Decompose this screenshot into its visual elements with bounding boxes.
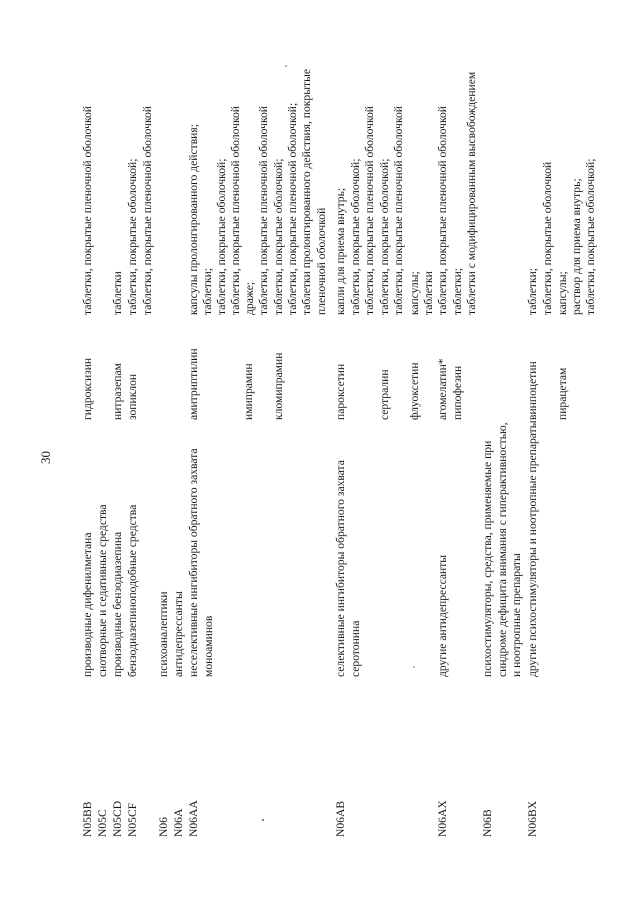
form-amitriptyline-2: таблетки; <box>201 267 214 315</box>
code-n06a: N06A <box>172 808 185 837</box>
form-paroxetine-1: капли для приема внутрь; <box>334 187 347 315</box>
scan-speck <box>262 819 264 821</box>
group-n06a: антидепрессанты <box>172 591 185 677</box>
form-amitriptyline-3: таблетки, покрытые оболочкой; <box>215 158 228 315</box>
group-n06b: психостимуляторы, средства, применяемые при синдроме дефицита внимания с гиперактивностью, и ноотропные препараты <box>481 422 524 677</box>
drug-paroxetine: пароксетин <box>334 363 347 420</box>
form-amitriptyline-4: таблетки, покрытые пленочной оболочкой <box>229 106 242 315</box>
form-imipramine-1: драже; <box>243 281 256 315</box>
form-zopiclone-2: таблетки, покрытые пленочной оболочкой <box>141 106 154 315</box>
form-vinpocetine-2: таблетки, покрытые оболочкой <box>541 161 554 315</box>
form-piracetam-2: раствор для приема внутрь; <box>570 178 583 315</box>
drug-nitrazepam: нитразепам <box>111 363 124 420</box>
form-fluoxetine-1: капсулы; <box>408 271 421 315</box>
group-n05cf: бензодиазепиноподобные средства <box>126 504 139 677</box>
code-n06: N06 <box>157 817 170 837</box>
form-amitriptyline-1: капсулы пролонгированного действия; <box>187 124 200 315</box>
code-n05cf: N05CF <box>126 802 139 837</box>
code-n06bx: N06BX <box>526 800 539 837</box>
form-sertraline-1: таблетки, покрытые оболочкой; <box>378 158 391 315</box>
code-n05cd: N05CD <box>111 800 124 837</box>
form-hydroxyzine: таблетки, покрытые пленочной оболочкой <box>81 106 94 315</box>
drug-imipramine: имипрамин <box>242 363 255 420</box>
form-piracetam-1: капсулы; <box>556 271 569 315</box>
code-n06aa: N06AA <box>187 800 200 837</box>
group-n05cd: производные бензодиазепина <box>111 531 124 677</box>
drug-amitriptyline: амитриптилин <box>187 348 200 420</box>
scan-speck <box>413 666 415 668</box>
group-n06ax: другие антидепрессанты <box>436 554 449 677</box>
form-paroxetine-2: таблетки, покрытые оболочкой; <box>349 158 362 315</box>
group-n06ab: селективные ингибиторы обратного захвата серотонина <box>334 460 362 677</box>
form-clomipramine-1: таблетки, покрытые оболочкой; <box>272 158 285 315</box>
drug-hydroxyzine: гидроксизин <box>81 357 94 420</box>
drug-pipofezine: пипофезин <box>451 365 464 420</box>
form-agomelatine: таблетки, покрытые пленочной оболочкой <box>436 106 449 315</box>
group-n06: психоаналептики <box>157 591 170 677</box>
page-number: 30 <box>38 451 53 464</box>
form-fluoxetine-2: таблетки <box>422 271 435 315</box>
group-n06aa: неселективные ингибиторы обратного захвата моноаминов <box>187 448 215 677</box>
scan-speck <box>285 65 287 67</box>
drug-vinpocetine: винпоцетин <box>526 361 539 420</box>
form-imipramine-2: таблетки, покрытые пленочной оболочкой <box>257 106 270 315</box>
group-n05c: снотворные и седативные средства <box>96 504 109 677</box>
form-sertraline-2: таблетки, покрытые пленочной оболочкой <box>392 106 405 315</box>
form-piracetam-3: таблетки, покрытые оболочкой; <box>584 158 597 315</box>
form-pipofezine-2: таблетки с модифицированным высвобождением <box>465 71 478 315</box>
form-nitrazepam: таблетки <box>111 271 124 315</box>
code-n05c: N05C <box>96 809 109 837</box>
form-zopiclone-1: таблетки, покрытые оболочкой; <box>126 158 139 315</box>
drug-fluoxetine: флуоксетин <box>408 362 421 420</box>
group-n05bb: производные дифенилметана <box>81 532 94 677</box>
code-n05bb: N05BB <box>81 801 94 837</box>
code-n06ax: N06AX <box>436 800 449 837</box>
form-vinpocetine-1: таблетки; <box>526 267 539 315</box>
form-clomipramine-2: таблетки, покрытые пленочной оболочкой; <box>286 102 299 315</box>
form-clomipramine-3: таблетки пролонгированного действия, покрытые пленочной оболочкой <box>300 68 328 315</box>
drug-agomelatine: агомелатин* <box>436 358 449 420</box>
drug-sertraline: сертралин <box>378 369 391 420</box>
code-n06b: N06B <box>481 809 494 837</box>
code-n06ab: N06AB <box>334 800 347 837</box>
drug-clomipramine: кломипрамин <box>272 352 285 420</box>
group-n06bx: другие психостимуляторы и ноотропные препараты <box>526 420 539 677</box>
form-pipofezine-1: таблетки; <box>451 267 464 315</box>
drug-zopiclone: зопиклон <box>126 373 139 420</box>
drug-piracetam: пирацетам <box>556 367 569 420</box>
form-paroxetine-3: таблетки, покрытые пленочной оболочкой <box>363 106 376 315</box>
